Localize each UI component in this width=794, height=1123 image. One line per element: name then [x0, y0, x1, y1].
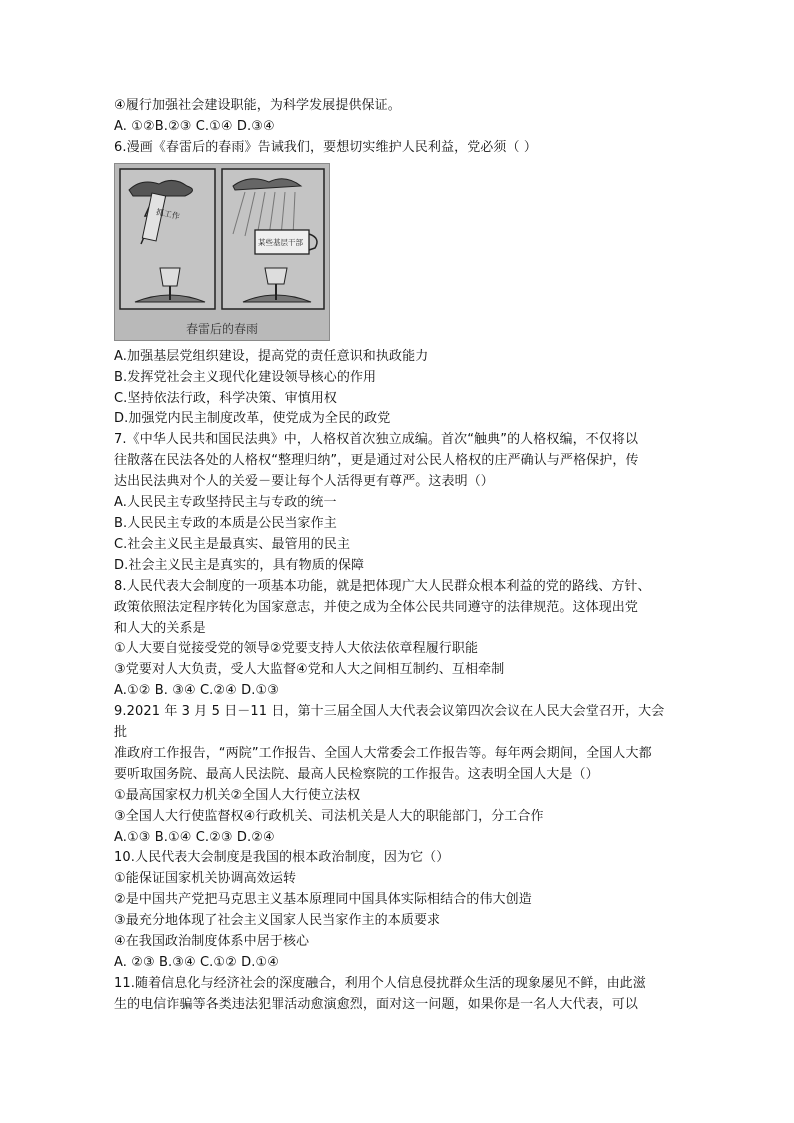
cartoon-caption: 春雷后的春雨 [185, 321, 258, 336]
text-line: ④在我国政治制度体系中居于核心 [114, 934, 310, 950]
text-line: ①最高国家权力机关②全国人大行使立法权 [114, 787, 361, 803]
text-line: 达出民法典对个人的关爱－要让每个人活得更有尊严。这表明（） [114, 474, 494, 490]
text-line: B.人民民主专政的本质是公民当家作主 [114, 515, 337, 531]
text-line: 政策依照法定程序转化为国家意志，并使之成为全体公民共同遵守的法律规范。这体现出党 [114, 599, 639, 615]
text-line: 准政府工作报告，“两院”工作报告、全国人大常委会工作报告等。每年两会期间，全国人大都 [114, 745, 652, 761]
text-line: ②是中国共产党把马克思主义基本原理同中国具体实际相结合的伟大创造 [114, 892, 532, 908]
text-line: 往散落在民法各处的人格权“整理归纳”，更是通过对公民人格权的庄严确认与严格保护，传 [114, 453, 639, 469]
cartoon-left-label: 抓工作 [155, 207, 181, 221]
text-line: 9.2021 年 3 月 5 日－11 日，第十三届全国人大代表会议第四次会议在人民大会堂召开，大会 [114, 704, 665, 720]
text-line: ③最充分地体现了社会主义国家人民当家作主的本质要求 [114, 913, 441, 929]
text-block-top [114, 96, 689, 159]
text-line: D.社会主义民主是真实的，具有物质的保障 [114, 557, 365, 573]
cartoon-right-label: 某些基层干部 [258, 237, 303, 247]
text-line: 6.漫画《春雷后的春雨》告诫我们，要想切实维护人民利益，党必须（ ） [114, 139, 537, 155]
text-line: A. ①②B.②③ C.①④ D.③④ [114, 118, 275, 134]
text-line: 11.随着信息化与经济社会的深度融合，利用个人信息侵扰群众生活的现象屡见不鲜，由此滋 [114, 975, 646, 991]
text-line: 要听取国务院、最高人民法院、最高人民检察院的工作报告。这表明全国人大是（） [114, 766, 599, 782]
text-line: 10.人民代表大会制度是我国的根本政治制度，因为它（） [114, 850, 450, 866]
text-line: A.加强基层党组织建设，提高党的责任意识和执政能力 [114, 348, 429, 364]
text-line: ③全国人大行使监督权④行政机关、司法机关是人大的职能部门，分工合作 [114, 808, 544, 824]
text-line: C.坚持依法行政，科学决策、审慎用权 [114, 390, 338, 406]
text-line: C.社会主义民主是最真实、最管用的民主 [114, 536, 351, 552]
text-line: 和人大的关系是 [114, 620, 206, 636]
text-line: ④履行加强社会建设职能，为科学发展提供保证。 [114, 98, 401, 113]
text-line: 7.《中华人民共和国民法典》中，人格权首次独立成编。首次“触典”的人格权编，不仅将以 [114, 432, 639, 448]
text-line: A.①② B. ③④ C.②④ D.①③ [114, 683, 279, 699]
text-line: A.①③ B.①④ C.②③ D.②④ [114, 829, 275, 845]
cartoon-image [114, 163, 330, 341]
text-line: 8.人民代表大会制度的一项基本功能，就是把体现广大人民群众根本利益的党的路线、方针、 [114, 578, 651, 594]
text-line: D.加强党内民主制度改革，使党成为全民的政党 [114, 411, 391, 427]
text-line: 批 [114, 725, 128, 741]
cartoon-drawing [115, 164, 329, 340]
text-line: A. ②③ B.③④ C.①② D.①④ [114, 955, 279, 970]
text-line: A.人民民主专政坚持民主与专政的统一 [114, 495, 337, 511]
text-block-bottom [114, 347, 689, 1016]
text-line: ①人大要自觉接受党的领导②党要支持人大依法依章程履行职能 [114, 641, 479, 657]
text-line: ③党要对人大负责，受人大监督④党和人大之间相互制约、互相牵制 [114, 662, 505, 678]
text-line: B.发挥党社会主义现代化建设领导核心的作用 [114, 369, 377, 385]
text-line: 生的电信诈骗等各类违法犯罪活动愈演愈烈，面对这一问题，如果你是一名人大代表，可以 [114, 996, 639, 1012]
text-line: ①能保证国家机关协调高效运转 [114, 871, 297, 887]
exam-page [114, 96, 689, 1016]
